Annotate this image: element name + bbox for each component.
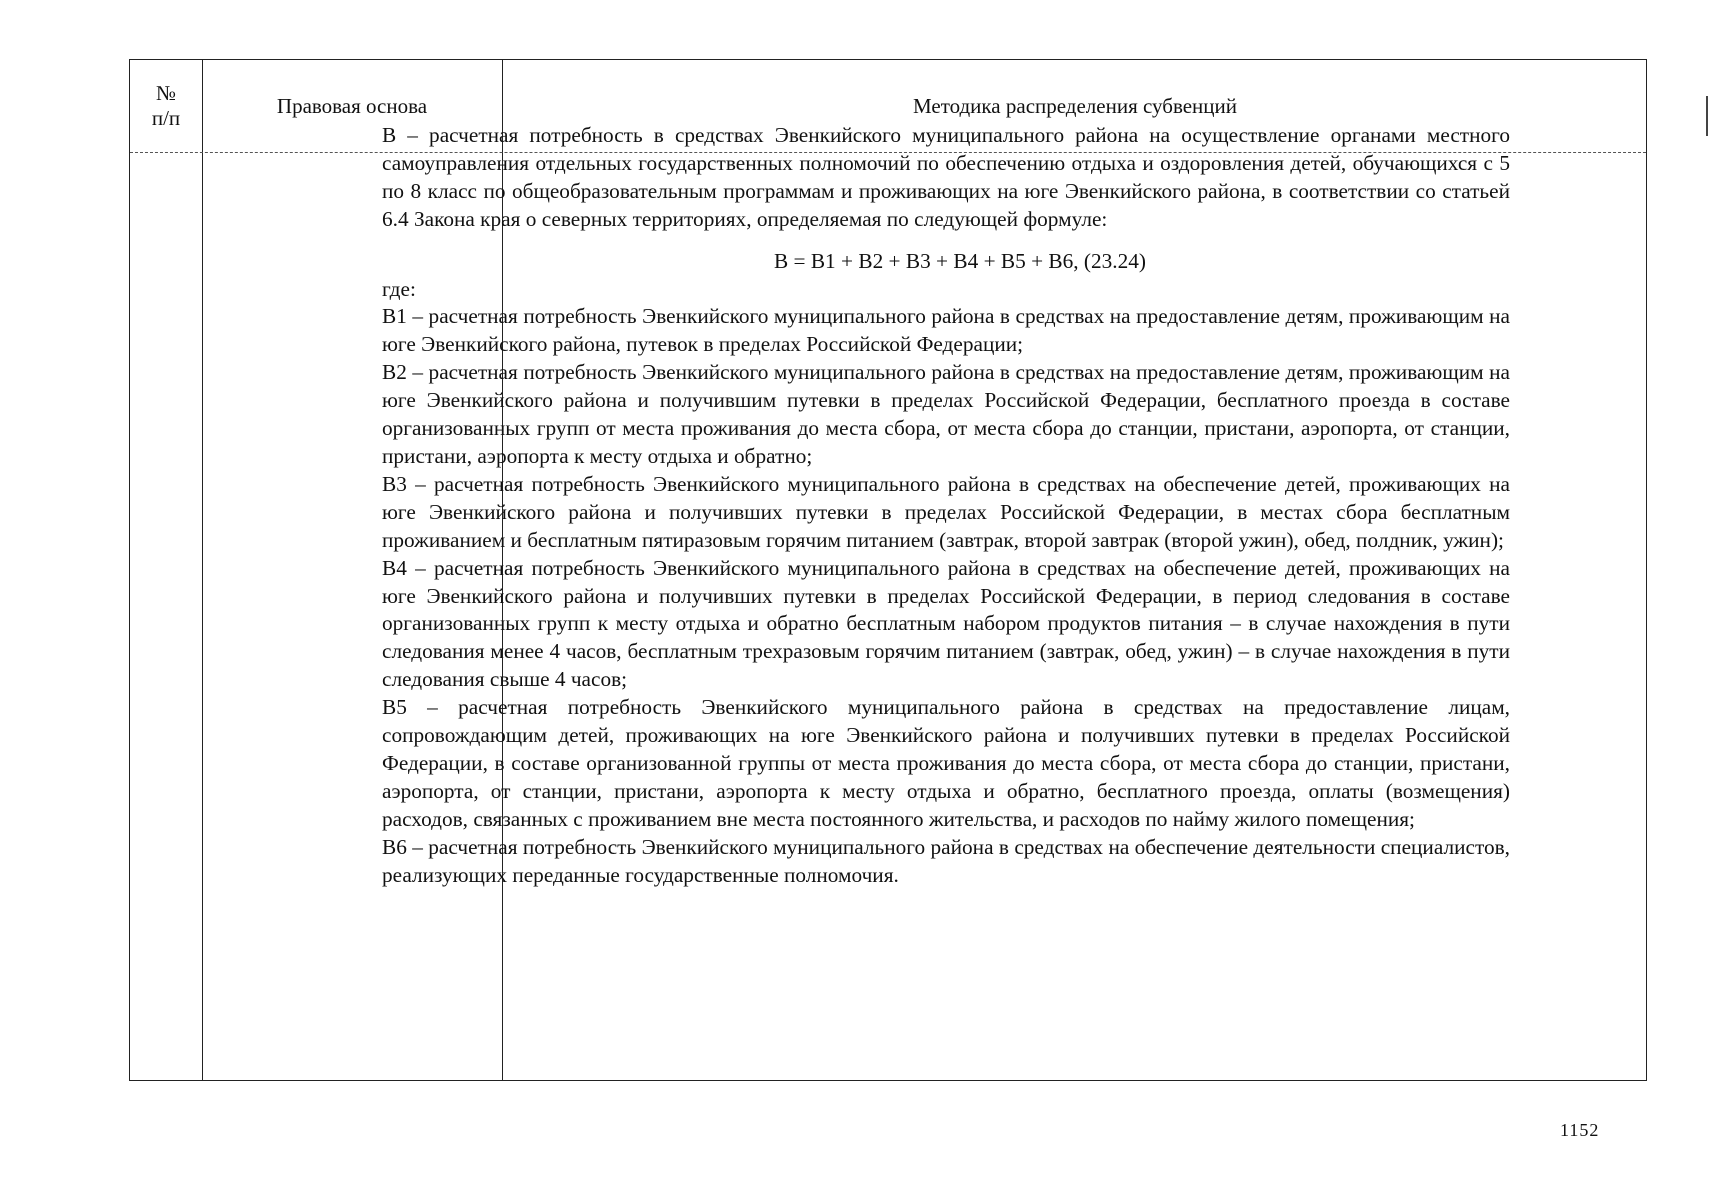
formula: В = В1 + В2 + В3 + В4 + В5 + В6, (23.24) [773, 248, 1147, 273]
header-methodology: Методика распределения субвенций [912, 93, 1238, 118]
header-legal-basis: Правовая основа [276, 93, 428, 118]
header-number-cell [130, 60, 202, 152]
definition-b3: В3 – расчетная потребность Эвенкийского муниципального района в средствах на обеспечение детей, проживающих на юге Эвенкийского района и получивших путевки в пределах Российской Федерации, в местах сбора бесплатным проживанием и бесплатным пятиразовым горячим питанием (завтрак, второй завтрак (второй ужин), обед, полдник, ужин); [382, 471, 1510, 552]
where-label: где: [382, 276, 416, 301]
definition-b5: В5 – расчетная потребность Эвенкийского муниципального района в средствах на предоставление лицам, сопровождающим детей, проживающих на юге Эвенкийского района и получивших путевки в пределах Российской Федерации, в составе организованной группы от места проживания до места сбора, от места сбора до станции, пристани, аэропорта, от станции, пристани, аэропорта к месту отдыха и обратно, бесплатного проезда, оплаты (возмещения) расходов, связанных с проживанием вне места постоянного жительства, и расходов по найму жилого помещения; [382, 695, 1510, 831]
header-number-abbr: п/п [151, 106, 181, 130]
definition-b4: В4 – расчетная потребность Эвенкийского муниципального района в средствах на обеспечение детей, проживающих на юге Эвенкийского района и получивших путевки в пределах Российской Федерации, в период следования в составе организованных групп к месту отдыха и обратно бесплатным набором продуктов питания – в случае нахождения в пути следования менее 4 часов, бесплатным трехразовым горячим питанием (завтрак, обед, ужин) – в случае нахождения в пути следования свыше 4 часов; [382, 555, 1510, 692]
column-divider-num [202, 60, 203, 1080]
definition-b1: В1 – расчетная потребность Эвенкийского муниципального района в средствах на предоставление детям, проживающим на юге Эвенкийского района, путевок в пределах Российской Федерации; [382, 304, 1510, 357]
scan-edge-mark [1706, 96, 1708, 136]
methodology-cell-content [382, 122, 1510, 889]
page-number: 1152 [1560, 1120, 1600, 1140]
header-number-symbol: № [155, 81, 177, 105]
definition-b6: В6 – расчетная потребность Эвенкийского муниципального района в средствах на обеспечение деятельности специалистов, реализующих переданные государственные полномочия. [382, 834, 1510, 887]
intro-paragraph: В – расчетная потребность в средствах Эвенкийского муниципального района на осуществление органами местного самоуправления отдельных государственных полномочий по обеспечению отдыха и оздоровления детей, обучающихся с 5 по 8 класс по общеобразовательным программам и проживающих на юге Эвенкийского района, в соответствии со статьей 6.4 Закона края о северных территориях, определяемая по следующей формуле: [382, 123, 1510, 231]
definition-b2: В2 – расчетная потребность Эвенкийского муниципального района в средствах на предоставление детям, проживающим на юге Эвенкийского района и получившим путевки в пределах Российской Федерации, бесплатного проезда в составе организованных групп от места проживания до места сбора, от места сбора до станции, пристани, аэропорта, от станции, пристани, аэропорта к месту отдыха и обратно; [382, 360, 1510, 468]
